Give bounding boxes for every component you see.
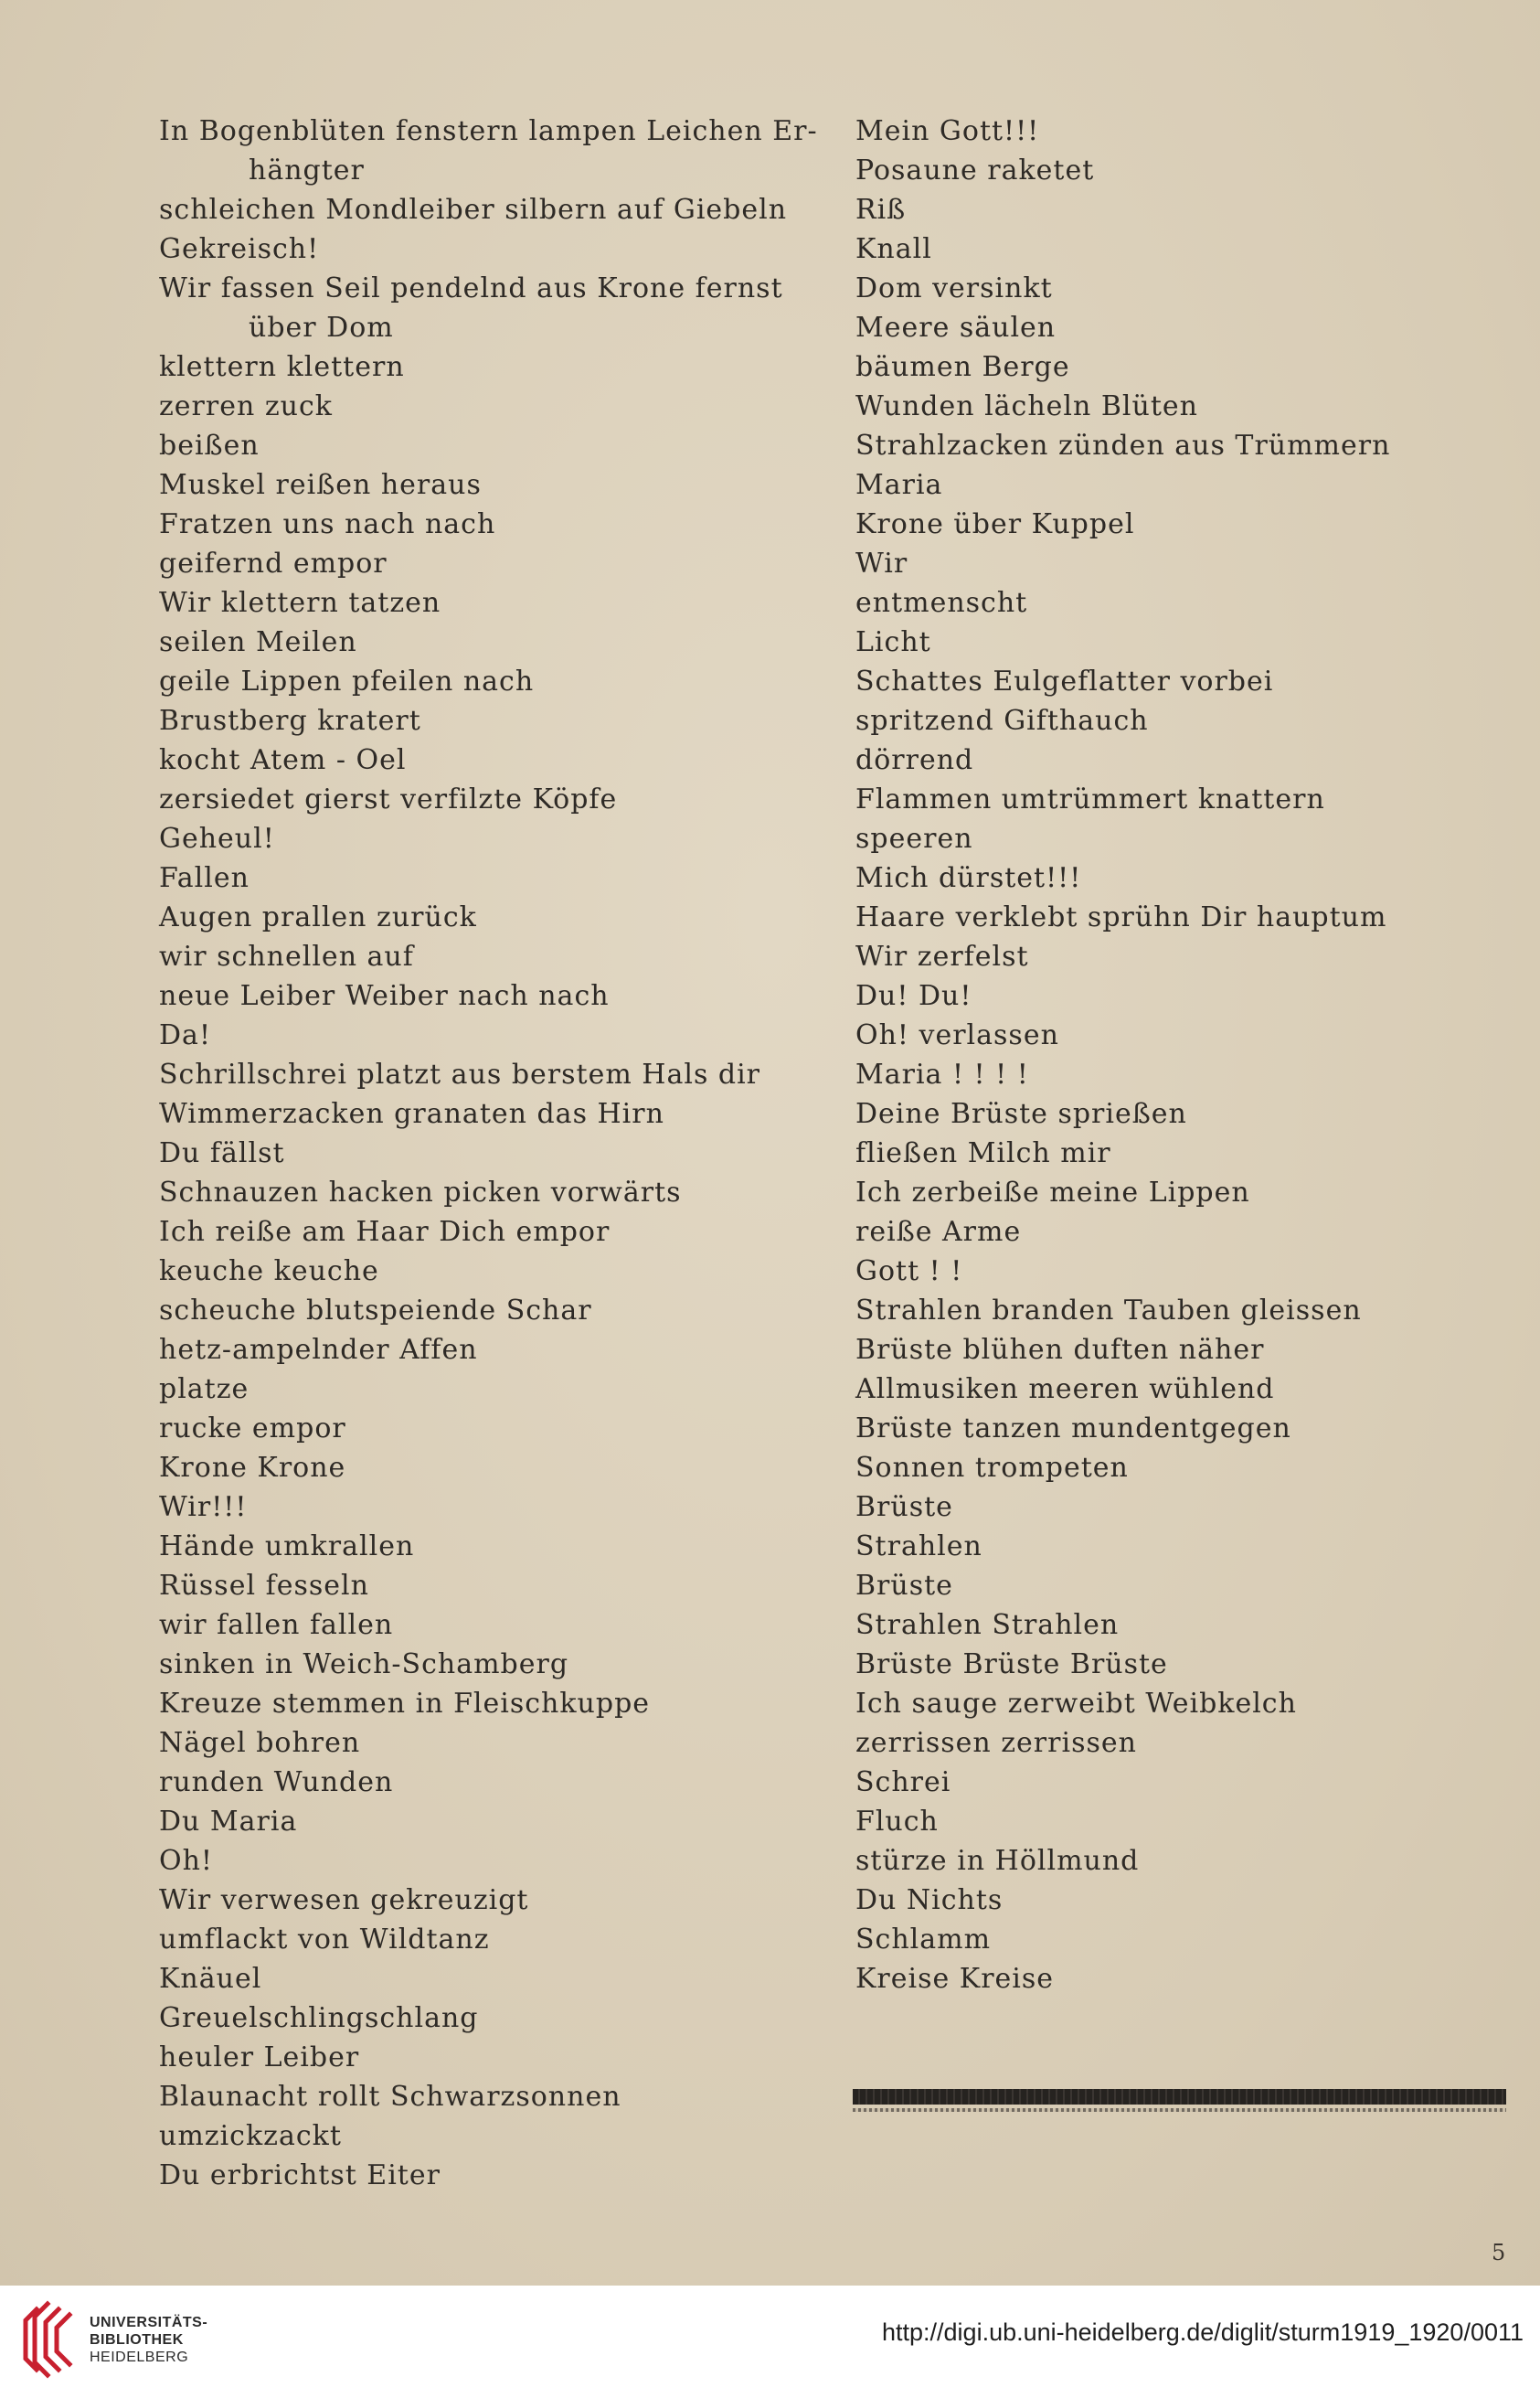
poem-line: Fratzen uns nach nach — [159, 508, 496, 540]
poem-line: Brüste — [855, 1570, 953, 1602]
poem-line: kocht Atem - Oel — [159, 744, 407, 776]
poem-line: Wimmerzacken granaten das Hirn — [159, 1098, 664, 1130]
poem-line: Strahlen — [855, 1530, 982, 1562]
poem-line: Ich zerbeiße meine Lippen — [855, 1177, 1250, 1209]
library-name-line: HEIDELBERG — [90, 2350, 189, 2365]
poem-line: Allmusiken meeren wühlend — [855, 1373, 1275, 1405]
poem-line: Haare verklebt sprühn Dir hauptum — [855, 901, 1387, 933]
poem-line: umflackt von Wildtanz — [159, 1924, 490, 1956]
poem-line: Kreuze stemmen in Fleischkuppe — [159, 1688, 651, 1720]
poem-line: Deine Brüste sprießen — [855, 1098, 1187, 1130]
poem-line: Wir klettern tatzen — [159, 587, 441, 619]
poem-line: Strahlen branden Tauben gleissen — [855, 1295, 1362, 1327]
poem-line: Rüssel fesseln — [159, 1570, 369, 1602]
poem-line: Sonnen trompeten — [855, 1452, 1129, 1484]
poem-line: Brustberg kratert — [159, 705, 421, 737]
poem-line: hetz-ampelnder Affen — [159, 1334, 478, 1366]
section-divider-underline — [853, 2108, 1506, 2112]
poem-line: beißen — [159, 430, 260, 462]
poem-line: Kreise Kreise — [855, 1963, 1055, 1995]
poem-line: wir fallen fallen — [159, 1609, 394, 1641]
poem-line: zerrissen zerrissen — [855, 1727, 1137, 1759]
poem-line: Ich reiße am Haar Dich empor — [159, 1216, 611, 1248]
poem-line: sinken in Weich-Schamberg — [159, 1648, 569, 1680]
poem-line: Riß — [855, 194, 907, 226]
poem-line: keuche keuche — [159, 1255, 379, 1287]
poem-line: fließen Milch mir — [855, 1137, 1111, 1169]
poem-line: klettern klettern — [159, 351, 405, 383]
section-divider-bar — [853, 2089, 1506, 2105]
poem-line: scheuche blutspeiende Schar — [159, 1295, 592, 1327]
poem-line: Augen prallen zurück — [159, 901, 477, 933]
poem-line: Maria ! ! ! ! — [855, 1059, 1029, 1091]
poem-line: Brüste — [855, 1491, 953, 1523]
poem-line: Wunden lächeln Blüten — [855, 390, 1198, 422]
poem-line: Geheul! — [159, 823, 275, 855]
library-name-line: BIBLIOTHEK — [90, 2332, 184, 2348]
poem-line: reiße Arme — [855, 1216, 1022, 1248]
library-footer — [0, 2286, 1540, 2398]
poem-line: Du erbrichtst Eiter — [159, 2159, 441, 2191]
poem-line: Blaunacht rollt Schwarzsonnen — [159, 2081, 621, 2113]
poem-line: Schlamm — [855, 1924, 992, 1956]
poem-line: Gekreisch! — [159, 233, 320, 265]
poem-line: In Bogenblüten fenstern lampen Leichen Er- — [159, 115, 818, 147]
poem-line: Posaune raketet — [855, 155, 1095, 187]
poem-line: Krone über Kuppel — [855, 508, 1135, 540]
poem-line: Wir zerfelst — [855, 941, 1029, 973]
poem-line: geifernd empor — [159, 548, 388, 580]
poem-line: Knall — [855, 233, 932, 265]
poem-line: Flammen umtrümmert knattern — [855, 783, 1325, 815]
poem-line: Schattes Eulgeflatter vorbei — [855, 666, 1274, 698]
poem-line: Dom versinkt — [855, 272, 1053, 304]
poem-line: zerren zuck — [159, 390, 333, 422]
poem-line: geile Lippen pfeilen nach — [159, 666, 535, 698]
poem-line: neue Leiber Weiber nach nach — [159, 980, 610, 1012]
poem-left-column — [159, 112, 835, 2195]
poem-line: Strahlen Strahlen — [855, 1609, 1120, 1641]
library-name — [90, 2314, 207, 2366]
poem-line: Schrillschrei platzt aus berstem Hals dir — [159, 1059, 761, 1091]
poem-line: hängter — [249, 155, 365, 187]
poem-line: Oh! verlassen — [855, 1019, 1059, 1051]
poem-line: Licht — [855, 626, 931, 658]
poem-line: zersiedet gierst verfilzte Köpfe — [159, 783, 618, 815]
poem-line: Brüste tanzen mundentgegen — [855, 1412, 1291, 1444]
poem-line: Schrei — [855, 1766, 951, 1798]
poem-line: heuler Leiber — [159, 2041, 360, 2073]
poem-line: Gott ! ! — [855, 1255, 963, 1287]
poem-line: Brüste Brüste Brüste — [855, 1648, 1168, 1680]
poem-line: rucke empor — [159, 1412, 346, 1444]
poem-line: über Dom — [249, 312, 394, 344]
poem-line: Fallen — [159, 862, 250, 894]
source-url-link[interactable]: http://digi.ub.uni-heidelberg.de/diglit/sturm1919_1920/0011 — [882, 2318, 1524, 2346]
poem-right-column — [855, 112, 1495, 1998]
poem-line: Mein Gott!!! — [855, 115, 1040, 147]
poem-line: seilen Meilen — [159, 626, 357, 658]
poem-line: Du fällst — [159, 1137, 285, 1169]
poem-line: Wir!!! — [159, 1491, 248, 1523]
library-name-line: UNIVERSITÄTS- — [90, 2315, 208, 2330]
poem-line: Strahlzacken zünden aus Trümmern — [855, 430, 1391, 462]
poem-line: Muskel reißen heraus — [159, 469, 482, 501]
poem-line: Oh! — [159, 1845, 213, 1877]
page-number: 5 — [1492, 2240, 1506, 2265]
poem-line: Wir verwesen gekreuzigt — [159, 1884, 529, 1916]
poem-line: Mich dürstet!!! — [855, 862, 1082, 894]
poem-line: spritzend Gifthauch — [855, 705, 1149, 737]
poem-line: umzickzackt — [159, 2120, 342, 2152]
poem-line: Knäuel — [159, 1963, 262, 1995]
poem-line: runden Wunden — [159, 1766, 394, 1798]
poem-line: schleichen Mondleiber silbern auf Giebeln — [159, 194, 788, 226]
poem-line: Greuelschlingschlang — [159, 2002, 479, 2034]
poem-line: Meere säulen — [855, 312, 1057, 344]
poem-line: Wir fassen Seil pendelnd aus Krone fernst — [159, 272, 783, 304]
poem-line: Brüste blühen duften näher — [855, 1334, 1265, 1366]
poem-line: Wir — [855, 548, 908, 580]
poem-line: entmenscht — [855, 587, 1028, 619]
poem-line: Du Maria — [159, 1806, 298, 1838]
poem-line: Nägel bohren — [159, 1727, 361, 1759]
poem-line: Maria — [855, 469, 943, 501]
poem-line: Ich sauge zerweibt Weibkelch — [855, 1688, 1297, 1720]
poem-line: Du! Du! — [855, 980, 972, 1012]
poem-line: Hände umkrallen — [159, 1530, 415, 1562]
poem-line: Du Nichts — [855, 1884, 1004, 1916]
poem-line: platze — [159, 1373, 250, 1405]
university-library-logo-icon — [20, 2298, 75, 2381]
poem-line: Schnauzen hacken picken vorwärts — [159, 1177, 682, 1209]
poem-line: speeren — [855, 823, 973, 855]
poem-line: Da! — [159, 1019, 211, 1051]
poem-line: Krone Krone — [159, 1452, 346, 1484]
poem-line: Fluch — [855, 1806, 939, 1838]
poem-line: dörrend — [855, 744, 974, 776]
poem-line: wir schnellen auf — [159, 941, 414, 973]
poem-line: stürze in Höllmund — [855, 1845, 1140, 1877]
poem-line: bäumen Berge — [855, 351, 1070, 383]
